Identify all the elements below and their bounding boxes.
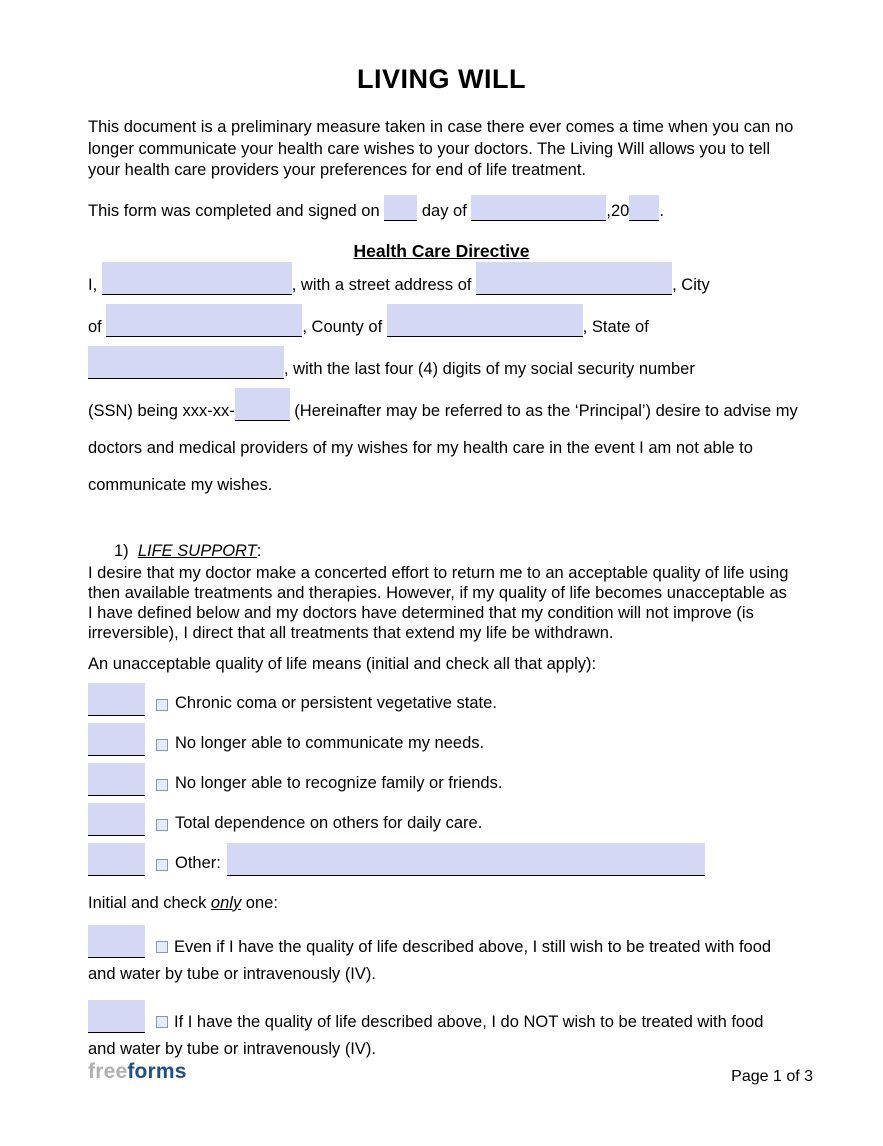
principal-name-field[interactable] (102, 262, 292, 295)
directive-seg-principal: (Hereinafter may be referred to as the ‘Principal’) desire to advise my (294, 401, 798, 420)
option-label: No longer able to recognize family or friends. (175, 773, 503, 792)
directive-line-4 (88, 388, 798, 430)
only-one-prompt (88, 893, 795, 914)
directive-seg-ssn-intro: , with the last four (4) digits of my social security number (284, 359, 695, 378)
signed-date-line (88, 195, 795, 227)
sign-line-period: . (659, 201, 664, 220)
directive-line-1 (88, 262, 795, 304)
directive-fill-in-section (88, 262, 798, 504)
county-field[interactable] (387, 304, 583, 337)
only-one-emphasis: only (210, 893, 242, 912)
checkbox-total-dependence[interactable] (156, 819, 168, 831)
city-field[interactable] (106, 304, 302, 337)
directive-seg-ssn-prefix: (SSN) being xxx-xx- (88, 401, 235, 420)
initials-field-feeding-no[interactable] (88, 1000, 145, 1033)
exclusive-option-label: If I have the quality of life described above, I do NOT wish to be treated with food and water by tube or intravenously (IV). (88, 1012, 764, 1058)
only-one-suffix: one: (245, 893, 278, 912)
directive-seg-doctors: doctors and medical providers of my wishes for my health care in the event I am not able to (88, 438, 753, 457)
option-label: Other: (175, 853, 221, 872)
brand-free: free (88, 1060, 128, 1083)
life-support-body: I desire that my doctor make a concerted effort to return me to an acceptable quality of life using then available treatments and therapies. However, if my quality of life becomes unacceptable as I have defined below and my doctors have determined that my condition will not improve (is irreversible), I direct that all treatments that extend my life be withdrawn. (88, 563, 789, 642)
ssn-last-four-field[interactable] (235, 388, 290, 421)
intro-paragraph: This document is a preliminary measure taken in case there ever comes a time when you can no longer communicate your health care wishes to your doctors. The Living Will allows you to tell your health care providers your preferences for end of life treatment. (88, 118, 794, 179)
exclusive-option-feeding-yes (88, 925, 795, 989)
checkbox-feeding-no[interactable] (156, 1016, 168, 1028)
directive-seg-city: , City (672, 275, 710, 294)
page-number: Page 1 of 3 (731, 1068, 813, 1085)
option-row-chronic-coma (88, 683, 795, 716)
directive-seg-county: , County of (302, 317, 383, 336)
initials-field-feeding-yes[interactable] (88, 925, 145, 958)
year-field[interactable] (629, 195, 659, 221)
page-title: LIVING WILL (357, 64, 526, 94)
option-label: Chronic coma or persistent vegetative state. (175, 693, 497, 712)
initials-field-communicate-needs[interactable] (88, 723, 145, 756)
checkbox-chronic-coma[interactable] (156, 699, 168, 711)
life-support-number: 1) (114, 541, 129, 560)
checkbox-feeding-yes[interactable] (156, 941, 168, 953)
checkbox-other[interactable] (156, 859, 168, 871)
initials-field-total-dependence[interactable] (88, 803, 145, 836)
sign-line-day-of: day of (421, 201, 467, 220)
directive-seg-of: of (88, 317, 102, 336)
directive-line-3 (88, 346, 795, 388)
brand-forms: forms (127, 1060, 187, 1083)
directive-seg-communicate: communicate my wishes. (88, 475, 273, 494)
directive-seg-street: , with a street address of (291, 275, 472, 294)
directive-seg-state: , State of (582, 317, 649, 336)
option-row-recognize-family (88, 763, 795, 796)
sign-line-prefix: This form was completed and signed on (88, 201, 380, 220)
health-care-directive-heading: Health Care Directive (353, 240, 530, 261)
exclusive-option-feeding-no (88, 1000, 795, 1064)
directive-line-5 (88, 430, 795, 467)
quality-of-life-prompt: An unacceptable quality of life means (initial and check all that apply): (88, 654, 597, 673)
street-address-field[interactable] (476, 262, 672, 295)
month-field[interactable] (471, 195, 606, 221)
option-row-other (88, 843, 795, 876)
directive-seg-i: I, (88, 275, 98, 294)
directive-line-2 (88, 304, 795, 346)
other-write-in-field[interactable] (227, 843, 705, 876)
only-one-prefix: Initial and check (88, 893, 207, 912)
life-support-title: LIFE SUPPORT (137, 541, 257, 560)
state-field[interactable] (88, 346, 284, 379)
option-label: Total dependence on others for daily care. (175, 813, 483, 832)
initials-field-chronic-coma[interactable] (88, 683, 145, 716)
life-support-heading (88, 542, 795, 561)
option-row-communicate-needs (88, 723, 795, 756)
life-support-colon: : (256, 541, 262, 560)
directive-line-6 (88, 467, 795, 504)
freeforms-logo (88, 1060, 187, 1084)
initials-field-other[interactable] (88, 843, 145, 876)
checkbox-recognize-family[interactable] (156, 779, 168, 791)
exclusive-option-label: Even if I have the quality of life described above, I still wish to be treated with food and water by tube or intravenously (IV). (88, 937, 772, 983)
day-field[interactable] (384, 195, 417, 221)
option-label: No longer able to communicate my needs. (175, 733, 485, 752)
checkbox-communicate-needs[interactable] (156, 739, 168, 751)
option-row-total-dependence (88, 803, 795, 836)
sign-line-year-prefix: ,20 (606, 201, 630, 220)
initials-field-recognize-family[interactable] (88, 763, 145, 796)
